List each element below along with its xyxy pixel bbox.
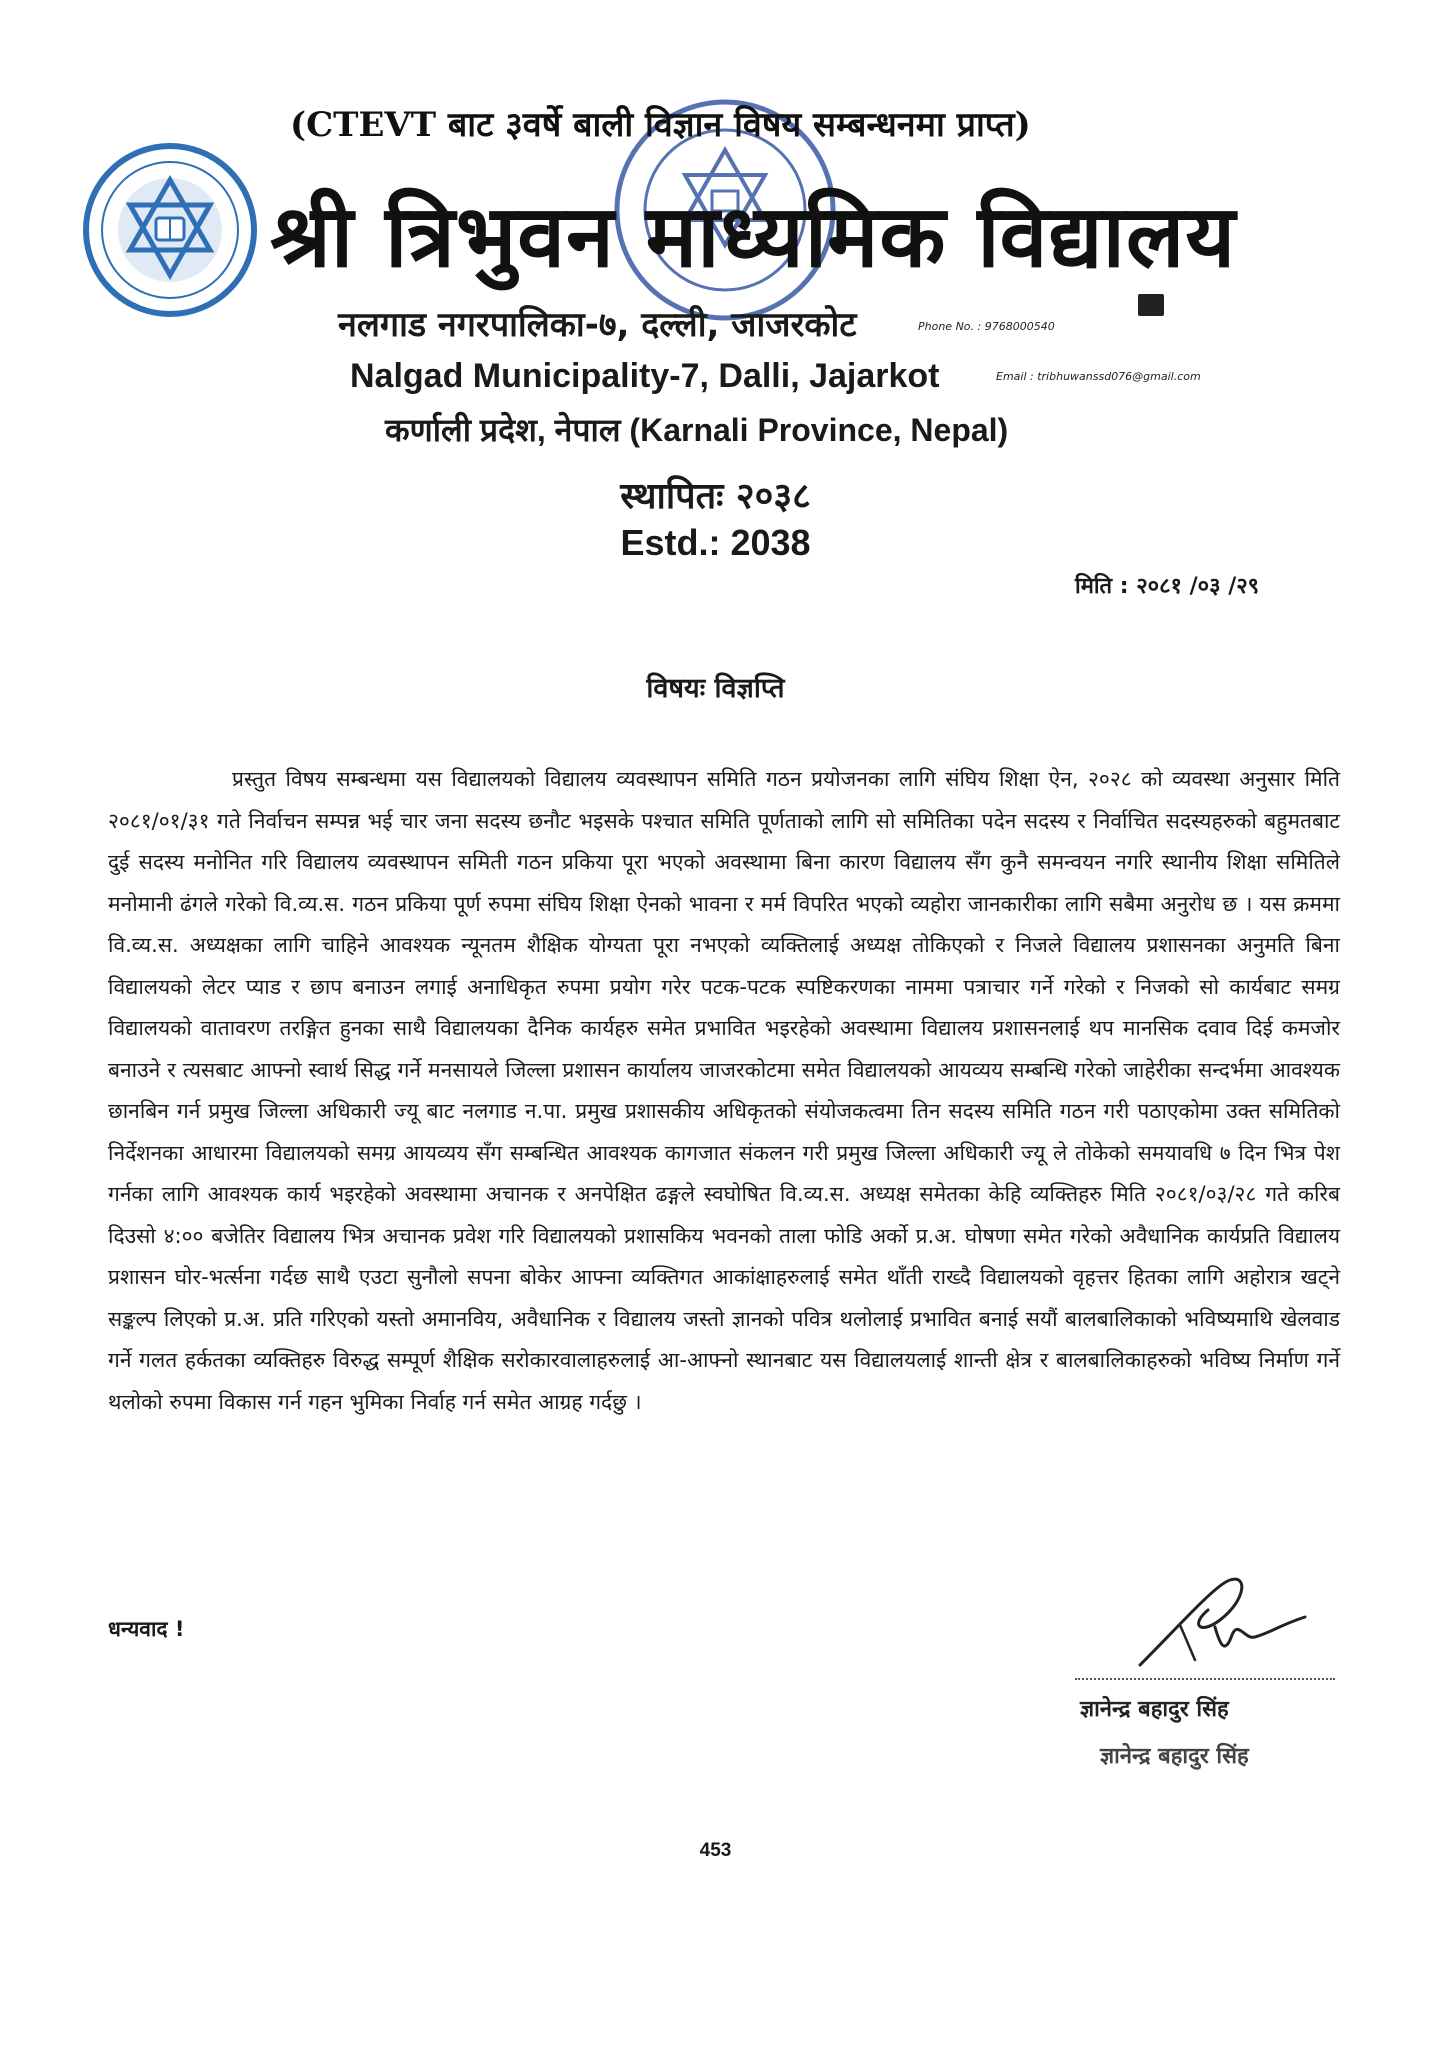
established-nepali: स्थापितः २०३८ — [620, 476, 811, 517]
signatory-name: ज्ञानेन्द्र बहादुर सिंह — [1080, 1697, 1229, 1722]
accreditation-line: (CTEVT बाट ३वर्षे बाली विज्ञान विषय सम्बन्धनमा प्राप्त) — [290, 105, 1031, 145]
handwritten-signature-icon — [1120, 1565, 1320, 1675]
signatory-name-stamp: ज्ञानेन्द्र बहादुर सिंह — [1100, 1744, 1249, 1769]
notice-date: मिति : २०८१ /०३ /२९ — [1075, 574, 1260, 599]
school-logo-icon — [80, 140, 260, 320]
established-english: Estd.: 2038 — [620, 522, 811, 563]
province-line: कर्णाली प्रदेश, नेपाल (Karnali Province, Nepal) — [385, 412, 1009, 448]
school-name-title: श्री त्रिभुवन माध्यमिक विद्यालय — [270, 187, 1237, 287]
address-english: Nalgad Municipality-7, Dalli, Jajarkot — [350, 357, 940, 395]
address-nepali: नलगाड नगरपालिका-७, दल्ली, जाजरकोट — [338, 305, 857, 345]
closing-thanks: धन्यवाद ! — [108, 1617, 185, 1641]
phone-number: Phone No. : 9768000540 — [918, 320, 1055, 333]
email-address: Email : tribhuwanssd076@gmail.com — [996, 370, 1201, 383]
page-number: 453 — [699, 1840, 732, 1861]
phone-icon — [1138, 294, 1164, 316]
notice-body: प्रस्तुत विषय सम्बन्धमा यस विद्यालयको विद्यालय व्यवस्थापन समिति गठन प्रयोजनका लागि संघिय शिक्षा ऐन, २०२८ को व्यवस्था अनुसार मिति २०८१/०१/३१ गते निर्वाचन सम्पन्न भई चार जना सदस्य छनौट भइसके पश्चात समिति पूर्णताको लागि सो समितिका पदेन सदस्य र निर्वाचित सदस्यहरुको बहुमतबाट दुई सदस्य मनोनित गरि विद्यालय व्यवस्थापन समिती गठन प्रकिया पूरा भएको अवस्थामा बिना कारण विद्यालय सँग कुनै समन्वयन नगरि स्थानीय शिक्षा समितिले मनोमानी ढंगले गरेको वि.व्य.स. गठन प्रकिया पूर्ण रुपमा संघिय शिक्षा ऐनको भावना र मर्म विपरित भएको व्यहोरा जानकारीका लागि सबैमा अनुरोध छ । यस क्रममा वि.व्य.स. अध्यक्षका लागि चाहिने आवश्यक न्यूनतम शैक्षिक योग्यता पूरा नभएको व्यक्तिलाई अध्यक्ष तोकिएको र निजले विद्यालय प्रशासनका अनुमति बिना विद्यालयको लेटर प्याड र छाप बनाउन लगाई अनाधिकृत रुपमा प्रयोग गरेर पटक-पटक स्पष्टिकरणका नाममा पत्राचार गर्ने गरेको र निजको सो कार्यबाट समग्र विद्यालयको वातावरण तरङ्गित हुनका साथै विद्यालयका दैनिक कार्यहरु समेत प्रभावित भइरहेको अवस्थामा विद्यालय प्रशासनलाई थप मानसिक दवाव दिई कमजोर बनाउने र त्यसबाट आफ्नो स्वार्थ सिद्ध गर्ने मनसायले जिल्ला प्रशासन कार्यालय जाजरकोटमा समेत विद्यालयको आयव्यय सम्बन्धि गरेको जाहेरीका सन्दर्भमा आवश्यक छानबिन गर्न प्रमुख जिल्ला अधिकारी ज्यू बाट नलगाड न.पा. प्रमुख प्रशासकीय अधिकृतको संयोजकत्वमा तिन सदस्य समिति गठन गरी पठाएकोमा उक्त समितिको निर्देशनका आधारमा विद्यालयको समग्र आयव्यय सँग सम्बन्धित आवश्यक कागजात संकलन गरी प्रमुख जिल्ला अधिकारी ज्यू ले तोकेको समयावधि ७ दिन भित्र पेश गर्नका लागि आवश्यक कार्य भइरहेको अवस्थामा अचानक र अनपेक्षित ढङ्गले स्वघोषित वि.व्य.स. अध्यक्ष समेतका केहि व्यक्तिहरु मिति २०८१/०३/२८ गते करिब दिउसो ४:०० बजेतिर विद्यालय भित्र अचानक प्रवेश गरि विद्यालयको प्रशासकिय भवनको ताला फोडि अर्को प्र.अ. घोषणा समेत गरेको अवैधानिक कार्यप्रति विद्यालय प्रशासन घोर-भर्त्सना गर्दछ साथै एउटा सुनौलो सपना बोकेर आफ्ना व्यक्तिगत आकांक्षाहरुलाई समेत थाँती राख्दै विद्यालयको वृहत्तर हितका लागि अहोरात्र खट्ने सङ्कल्प लिएको प्र.अ. प्रति गरिएको यस्तो अमानविय, अवैधानिक र विद्यालय जस्तो ज्ञानको पवित्र थलोलाई प्रभावित बनाई सयौं बालबालिकाको भविष्यमाथि खेलवाड गर्ने गलत हर्कतका व्यक्तिहरु विरुद्ध सम्पूर्ण शैक्षिक सरोकारवालाहरुलाई आ-आफ्नो स्थानबाट यस विद्यालयलाई शान्ती क्षेत्र र बालबालिकाहरुको भविष्य निर्माण गर्ने थलोको रुपमा विकास गर्न गहन भुमिका निर्वाह गर्न समेत आग्रह गर्दछु । — [108, 767, 1340, 1414]
signature-line — [1075, 1678, 1335, 1680]
notice-subject: विषयः विज्ञप्ति — [646, 673, 785, 704]
